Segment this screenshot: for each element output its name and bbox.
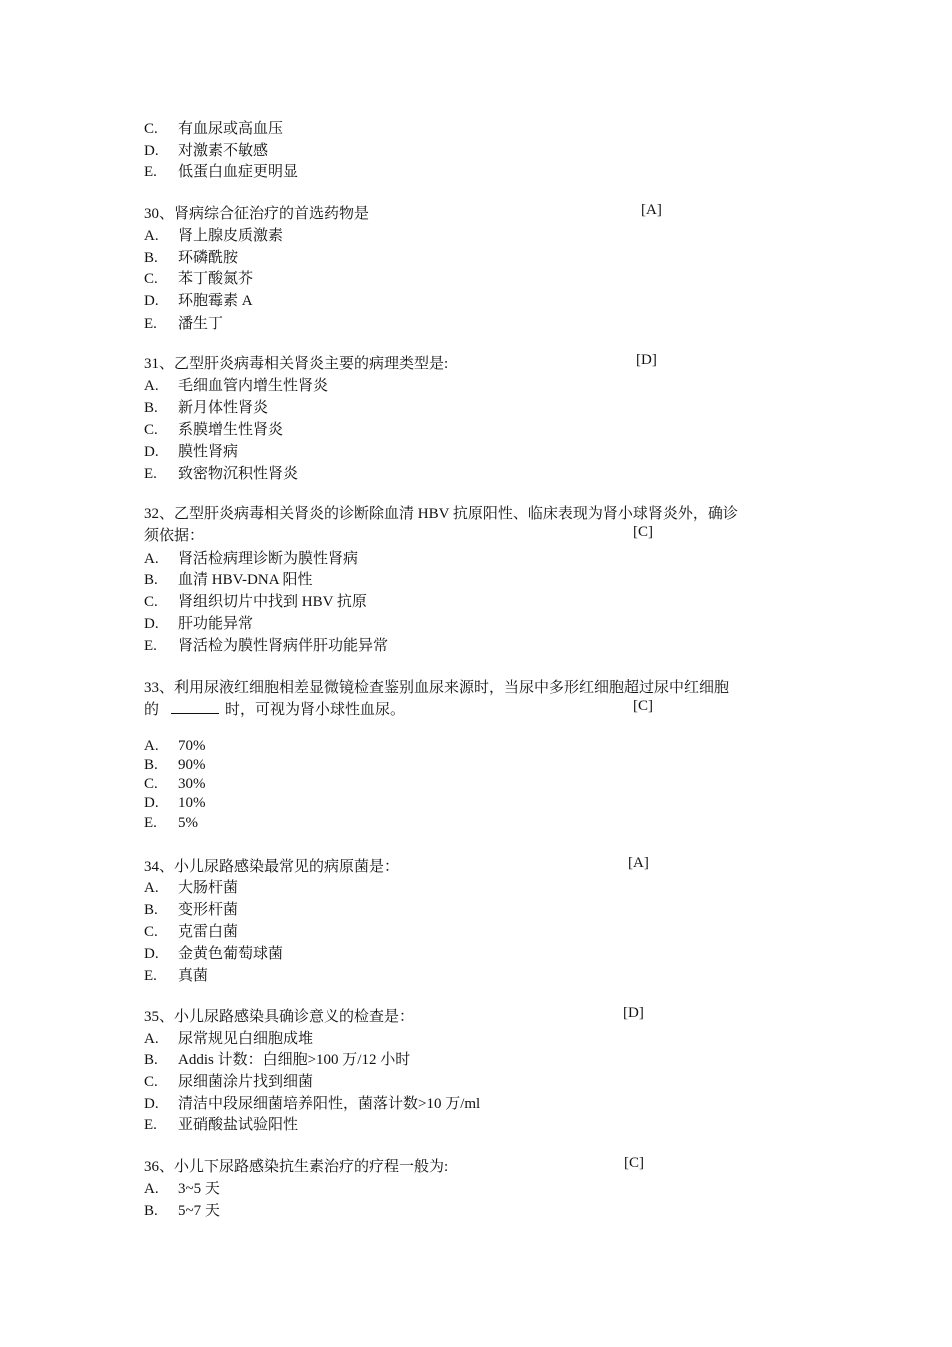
option-letter: A. (144, 378, 159, 394)
option-text: 真菌 (178, 968, 209, 984)
option-text: Addis 计数：白细胞>100 万/12 小时 (178, 1052, 411, 1068)
answer-key: [D] (623, 1005, 644, 1021)
answer-key: [A] (641, 202, 662, 218)
option-text: 5% (178, 815, 198, 831)
option-letter: C. (144, 776, 158, 792)
option-line (144, 795, 206, 812)
option-line (144, 160, 298, 181)
option-letter: D. (144, 795, 159, 811)
option-line (144, 942, 283, 963)
option-text: 30% (178, 776, 206, 792)
answer-key: [C] (633, 524, 653, 540)
option-text: 金黄色葡萄球菌 (178, 946, 284, 962)
question-stem: 36、小儿下尿路感染抗生素治疗的疗程一般为: (144, 1159, 449, 1175)
option-text: 膜性肾病 (178, 444, 239, 460)
answer-key: [C] (624, 1155, 644, 1171)
option-line (144, 1092, 480, 1113)
option-line (144, 547, 358, 568)
question-stem: 33、利用尿液红细胞相差显微镜检查鉴别血尿来源时，当尿中多形红细胞超过尿中红细胞 (144, 680, 730, 696)
option-text: 3~5 天 (178, 1181, 220, 1197)
option-letter: D. (144, 1096, 159, 1112)
question-stem: 31、乙型肝炎病毒相关肾炎主要的病理类型是: (144, 356, 449, 372)
option-line (144, 590, 367, 611)
option-letter: E. (144, 466, 157, 482)
option-line (144, 440, 238, 461)
option-letter: B. (144, 400, 158, 416)
option-text: 低蛋白血症更明显 (178, 164, 299, 180)
option-letter: A. (144, 551, 159, 567)
option-letter: E. (144, 164, 157, 180)
option-letter: D. (144, 143, 159, 159)
option-line (144, 1070, 313, 1091)
option-letter: C. (144, 1074, 158, 1090)
option-line (144, 312, 223, 333)
stem-suffix: 时，可视为肾小球性血尿。 (225, 702, 406, 718)
option-line (144, 612, 253, 633)
option-letter: D. (144, 444, 159, 460)
option-line (144, 920, 238, 941)
fill-in-blank (171, 699, 219, 714)
option-line (144, 568, 312, 589)
option-letter: B. (144, 902, 158, 918)
option-text: 苯丁酸氮芥 (178, 271, 254, 287)
option-line (144, 1027, 313, 1048)
option-text: 血清 HBV-DNA 阳性 (178, 572, 313, 588)
option-letter: A. (144, 880, 159, 896)
option-letter: A. (144, 1031, 159, 1047)
option-line (144, 634, 388, 655)
option-letter: E. (144, 968, 157, 984)
option-text: 潘生丁 (178, 316, 224, 332)
option-line (144, 224, 283, 245)
option-line (144, 757, 206, 774)
question-stem: 35、小儿尿路感染具确诊意义的检查是： (144, 1009, 415, 1025)
option-letter: A. (144, 738, 159, 754)
option-line (144, 289, 253, 310)
option-line (144, 876, 238, 897)
option-text: 系膜增生性肾炎 (178, 422, 284, 438)
option-line (144, 815, 198, 832)
option-text: 尿常规见白细胞成堆 (178, 1031, 314, 1047)
stem-prefix: 的 (144, 702, 160, 718)
option-line (144, 1048, 410, 1069)
option-letter: D. (144, 293, 159, 309)
question-stem-continued: 须依据： (144, 528, 205, 544)
option-line (144, 898, 238, 919)
option-letter: B. (144, 572, 158, 588)
option-letter: C. (144, 121, 158, 137)
option-letter: C. (144, 594, 158, 610)
option-text: 环胞霉素 A (178, 293, 253, 309)
option-letter: D. (144, 616, 159, 632)
option-text: 致密物沉积性肾炎 (178, 466, 299, 482)
option-letter: E. (144, 638, 157, 654)
option-letter: B. (144, 1052, 158, 1068)
option-line (144, 267, 253, 288)
option-letter: E. (144, 1117, 157, 1133)
option-text: 90% (178, 757, 206, 773)
option-text: 克雷白菌 (178, 924, 239, 940)
option-text: 肾组织切片中找到 HBV 抗原 (178, 594, 367, 610)
question-stem: 34、小儿尿路感染最常见的病原菌是： (144, 859, 400, 875)
option-line (144, 418, 283, 439)
option-text: 肾活检病理诊断为膜性肾病 (178, 551, 359, 567)
option-text: 肾活检为膜性肾病伴肝功能异常 (178, 638, 389, 654)
option-line (144, 374, 328, 395)
option-text: 大肠杆菌 (178, 880, 239, 896)
option-text: 5~7 天 (178, 1203, 220, 1219)
option-text: 新月体性肾炎 (178, 400, 269, 416)
option-letter: E. (144, 815, 157, 831)
option-text: 环磷酰胺 (178, 250, 239, 266)
option-letter: A. (144, 228, 159, 244)
answer-key: [A] (628, 855, 649, 871)
option-letter: D. (144, 946, 159, 962)
option-line (144, 462, 298, 483)
option-letter: B. (144, 250, 158, 266)
option-line (144, 246, 238, 267)
option-text: 对激素不敏感 (178, 143, 269, 159)
option-text: 10% (178, 795, 206, 811)
option-letter: C. (144, 422, 158, 438)
answer-key: [D] (636, 352, 657, 368)
question-stem-continued (144, 698, 405, 719)
option-text: 亚硝酸盐试验阳性 (178, 1117, 299, 1133)
option-letter: C. (144, 271, 158, 287)
option-text: 肝功能异常 (178, 616, 254, 632)
answer-key: [C] (633, 698, 653, 714)
option-line (144, 117, 283, 138)
option-text: 有血尿或高血压 (178, 121, 284, 137)
option-text: 70% (178, 738, 206, 754)
option-text: 清洁中段尿细菌培养阳性，菌落计数>10 万/ml (178, 1096, 481, 1112)
option-line (144, 1113, 298, 1134)
option-line (144, 396, 268, 417)
option-line (144, 1199, 220, 1220)
option-letter: A. (144, 1181, 159, 1197)
option-text: 毛细血管内增生性肾炎 (178, 378, 329, 394)
option-line (144, 776, 206, 793)
option-line (144, 1177, 220, 1198)
option-letter: B. (144, 1203, 158, 1219)
option-text: 尿细菌涂片找到细菌 (178, 1074, 314, 1090)
question-stem: 32、乙型肝炎病毒相关肾炎的诊断除血清 HBV 抗原阳性、临床表现为肾小球肾炎外，确诊 (144, 506, 738, 522)
question-stem: 30、肾病综合征治疗的首选药物是 (144, 206, 370, 222)
option-letter: E. (144, 316, 157, 332)
option-text: 肾上腺皮质激素 (178, 228, 284, 244)
option-line (144, 139, 268, 160)
option-letter: B. (144, 757, 158, 773)
option-text: 变形杆菌 (178, 902, 239, 918)
option-line (144, 964, 208, 985)
option-letter: C. (144, 924, 158, 940)
option-line (144, 738, 206, 755)
